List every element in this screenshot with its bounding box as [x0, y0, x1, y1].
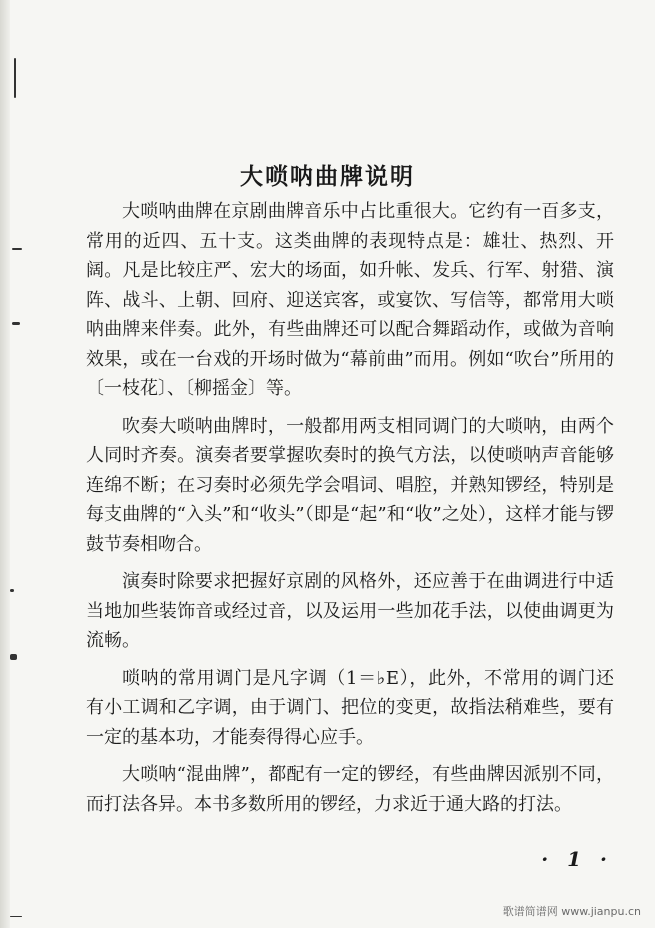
- paragraph: 吹奏大唢呐曲牌时，一般都用两支相同调门的大唢呐，由两个人同时齐奏。演奏者要掌握吹奏时的换气方法，以使唢呐声音能够连绵不断；在习奏时必须先学会唱词、唱腔，并熟知锣经，特别是每支曲牌的“入头”和“收头”（即是“起”和“收”之处），这样才能与锣鼓节奏相吻合。: [86, 415, 614, 555]
- scan-mark: [12, 322, 20, 325]
- scan-mark: [12, 248, 22, 250]
- page-number: · 1 ·: [541, 847, 613, 871]
- watermark: 歌谱简谱网 www.jianpu.cn: [502, 905, 641, 918]
- scan-mark: [10, 916, 22, 917]
- page-title: 大唢呐曲牌说明: [240, 164, 415, 191]
- paragraph: 大唢呐“混曲牌”，都配有一定的锣经，有些曲牌因派别不同，而打法各异。本书多数所用的锣经，力求近于通大路的打法。: [86, 764, 614, 815]
- scan-mark: [10, 589, 14, 592]
- paragraph: 唢呐的常用调门是凡字调（1＝♭E），此外，不常用的调门还有小工调和乙字调，由于调门、把位的变更，故指法稍难些，要有一定的基本功，才能奏得得心应手。: [86, 667, 614, 748]
- scan-mark: [10, 654, 17, 660]
- paragraph: 演奏时除要求把握好京剧的风格外，还应善于在曲调进行中适当地加些装饰音或经过音，以及运用一些加花手法，以使曲调更为流畅。: [86, 571, 614, 651]
- page-edge: [0, 0, 10, 928]
- body-text: [86, 197, 614, 827]
- scan-mark: [14, 58, 16, 98]
- paragraph: 大唢呐曲牌在京剧曲牌音乐中占比重很大。它约有一百多支，常用的近四、五十支。这类曲牌的表现特点是：雄壮、热烈、开阔。凡是比较庄严、宏大的场面，如升帐、发兵、行军、射猎、演阵、战斗、上朝、回府、迎送宾客，或宴饮、写信等，都常用大唢呐曲牌来伴奏。此外，有些曲牌还可以配合舞蹈动作，或做为音响效果，或在一台戏的开场时做为“幕前曲”而用。例如“吹台”所用的〔一枝花〕、〔柳摇金〕等。: [86, 201, 614, 399]
